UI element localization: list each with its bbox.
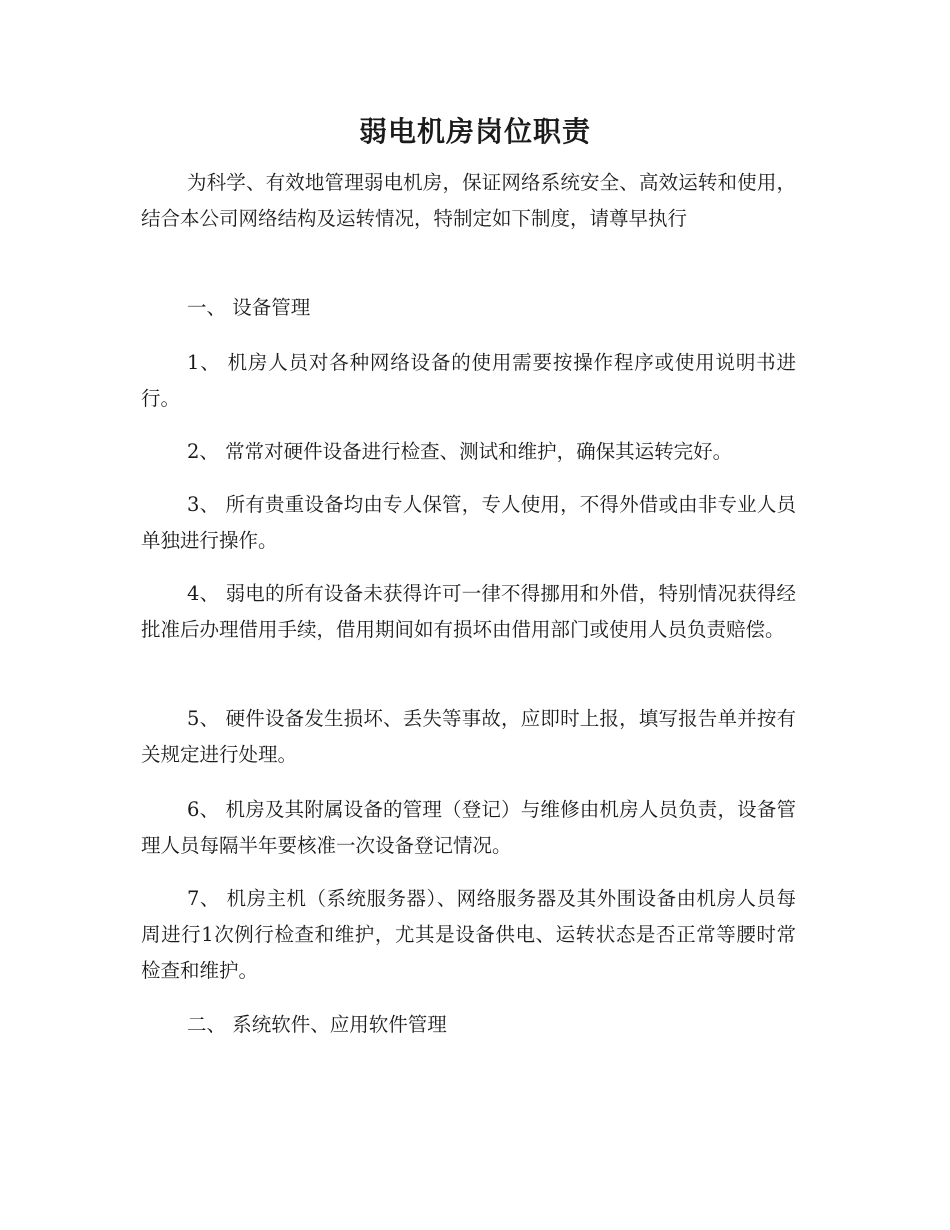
intro-paragraph: 为科学、有效地管理弱电机房，保证网络系统安全、高效运转和使用，结合本公司网络结构及运转情况，特制定如下制度，请尊早执行 [141, 171, 796, 230]
list-item: 1、 机房人员对各种网络设备的使用需要按操作程序或使用说明书进行。 [141, 351, 796, 410]
section-heading-equipment: 一、 设备管理 [187, 296, 311, 319]
list-item: 2、 常常对硬件设备进行检查、测试和维护，确保其运转完好。 [187, 440, 733, 463]
list-item: 6、 机房及其附属设备的管理（登记）与维修由机房人员负责，设备管理人员每隔半年要核准一次设备登记情况。 [141, 798, 796, 857]
page-title: 弱电机房岗位职责 [358, 115, 591, 148]
section-heading-software: 二、 系统软件、应用软件管理 [187, 1013, 447, 1036]
list-item: 4、 弱电的所有设备未获得许可一律不得挪用和外借，特别情况获得经批准后办理借用手续，借用期间如有损坏由借用部门或使用人员负责赔偿。 [141, 582, 796, 641]
list-item: 7、 机房主机（系统服务器）、网络服务器及其外围设备由机房人员每周进行1次例行检查和维护，尤其是设备供电、运转状态是否正常等腰时常检查和维护。 [141, 887, 796, 982]
list-item: 3、 所有贵重设备均由专人保管，专人使用，不得外借或由非专业人员单独进行操作。 [141, 493, 796, 552]
list-item: 5、 硬件设备发生损坏、丢失等事故，应即时上报，填写报告单并按有关规定进行处理。 [141, 707, 796, 766]
